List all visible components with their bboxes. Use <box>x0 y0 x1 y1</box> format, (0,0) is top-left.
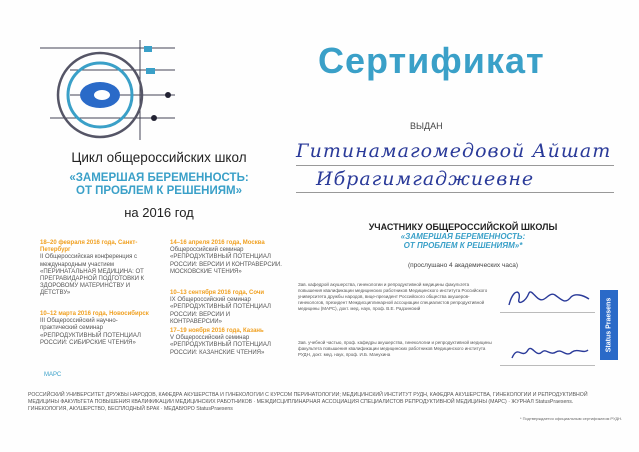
recipient-name-line-2: Ибрагимгаджиевне <box>316 168 535 190</box>
signatory-2: Зав. учебной частью, проф. кафедры акушерства, гинекологии и репродуктивной медицины факультета повышения квалификации медицинских работников Медицинского института РУДН, докт. мед. наук, проф. И.Б. Манухина <box>298 340 492 357</box>
participant-school-line-2: ОТ ПРОБЛЕМ К РЕШЕНИЯМ»* <box>403 241 523 250</box>
event-text: III Общероссийский научно-практический семинар «РЕПРОДУКТИВНЫЙ ПОТЕНЦИАЛ РОССИИ: СИБИРСКИЕ ЧТЕНИЯ» <box>40 318 141 346</box>
signature-2-image <box>508 340 592 364</box>
signature-1-image <box>505 285 593 311</box>
issued-label: ВЫДАН <box>410 121 443 131</box>
event-text: IX Общероссийский семинар «РЕПРОДУКТИВНЫЙ ПОТЕНЦИАЛ РОССИИ: ВЕРСИИ И КОНТРАВЕРСИИ» <box>170 297 271 325</box>
footer-organizers: РОССИЙСКИЙ УНИВЕРСИТЕТ ДРУЖБЫ НАРОДОВ, КАФЕДРА АКУШЕРСТВА И ГИНЕКОЛОГИИ С КУРСОМ ПЕРИНАТОЛОГИИ; МЕДИЦИНСКИЙ ИНСТИТУТ РУДН, КАФЕДРА АКУШЕРСТВА, ГИНЕКОЛОГИИ И РЕПРОДУКТИВНОЙ МЕДИЦИНЫ ФАКУЛЬТЕТА ПОВЫШЕНИЯ КВАЛИФИКАЦИИ МЕДИЦИНСКИХ РАБОТНИКОВ · МЕЖДИСЦИПЛИНАРНАЯ АССОЦИАЦИЯ СПЕЦИАЛИСТОВ РЕПРОДУКТИВНОЙ МЕДИЦИНЫ (МАРС) · ЖУРНАЛ StatusPraesens. ГИНЕКОЛОГИЯ, АКУШЕРСТВО, БЕСПЛОДНЫЙ БРАК · МЕДАБЮРО StatusPraesens <box>28 392 588 412</box>
school-title-line-1: «ЗАМЕРШАЯ БЕРЕМЕННОСТЬ: <box>69 172 249 184</box>
event-item <box>40 311 152 347</box>
event-date: 10–13 сентября 2016 года, Сочи <box>170 290 265 296</box>
event-date: 10–12 марта 2016 года, Новосибирск <box>40 311 149 317</box>
year-line: на 2016 год <box>124 205 194 220</box>
name-underline <box>296 165 614 166</box>
event-date: 14–16 апреля 2016 года, Москва <box>170 240 265 246</box>
name-underline <box>296 192 614 193</box>
event-item <box>170 290 282 326</box>
signatory-1: Зав. кафедрой акушерства, гинекологии и репродуктивной медицины факультета повышения квалификации медицинских работников Медицинского института Российского университета дружбы народов, вице-президент Российского общества акушеров-гинекологов, президент Междисциплинарной ассоциации специалистов репродуктивной медицины (МАРС), докт. мед. наук, проф. В.Е. Радзинский <box>298 282 488 311</box>
school-title-line-2: ОТ ПРОБЛЕМ К РЕШЕНИЯМ» <box>76 185 242 197</box>
signature-line <box>500 365 595 366</box>
recipient-name-line-1: Гитинамагомедовой Айшат <box>296 140 612 162</box>
event-item <box>170 240 282 276</box>
hours-note: (прослушано 4 академических часа) <box>407 262 518 269</box>
footnote: * Подтверждается официальным сертификатом РУДН. <box>520 416 623 421</box>
school-title <box>40 172 278 198</box>
signature-line <box>500 312 595 313</box>
event-date: 18–20 февраля 2016 года, Санкт-Петербург <box>40 240 138 254</box>
event-text: Общероссийский семинар «РЕПРОДУКТИВНЫЙ ПОТЕНЦИАЛ РОССИИ: ВЕРСИИ И КОНТРАВЕРСИИ. МОСКОВСКИЕ ЧТЕНИЯ» <box>170 247 282 275</box>
event-item <box>40 240 152 298</box>
certificate-title: Сертификат <box>318 40 545 81</box>
event-text: V Общероссийский семинар «РЕПРОДУКТИВНЫЙ ПОТЕНЦИАЛ РОССИИ: КАЗАНСКИЕ ЧТЕНИЯ» <box>170 335 271 356</box>
participant-school <box>318 232 608 250</box>
side-badge-text: Status Praesens <box>605 297 613 353</box>
participant-school-line-1: «ЗАМЕРШАЯ БЕРЕМЕННОСТЬ: <box>400 232 526 241</box>
event-item <box>170 328 282 357</box>
status-praesens-badge <box>600 290 618 360</box>
cycle-title: Цикл общероссийских школ <box>71 150 247 165</box>
participant-label: УЧАСТНИКУ ОБЩЕРОССИЙСКОЙ ШКОЛЫ <box>368 222 558 232</box>
marcs-logo: МАРС <box>44 372 62 378</box>
event-text: II Общероссийская конференция с международным участием «ПЕРИНАТАЛЬНАЯ МЕДИЦИНА: ОТ ПРЕГРАВИДАРНОЙ ПОДГОТОВКИ К ЗДОРОВОМУ МАТЕРИНСТВУ И ДЕТСТВУ» <box>40 254 145 297</box>
school-logo <box>40 40 175 140</box>
event-date: 17–19 ноября 2016 года, Казань <box>170 328 264 334</box>
